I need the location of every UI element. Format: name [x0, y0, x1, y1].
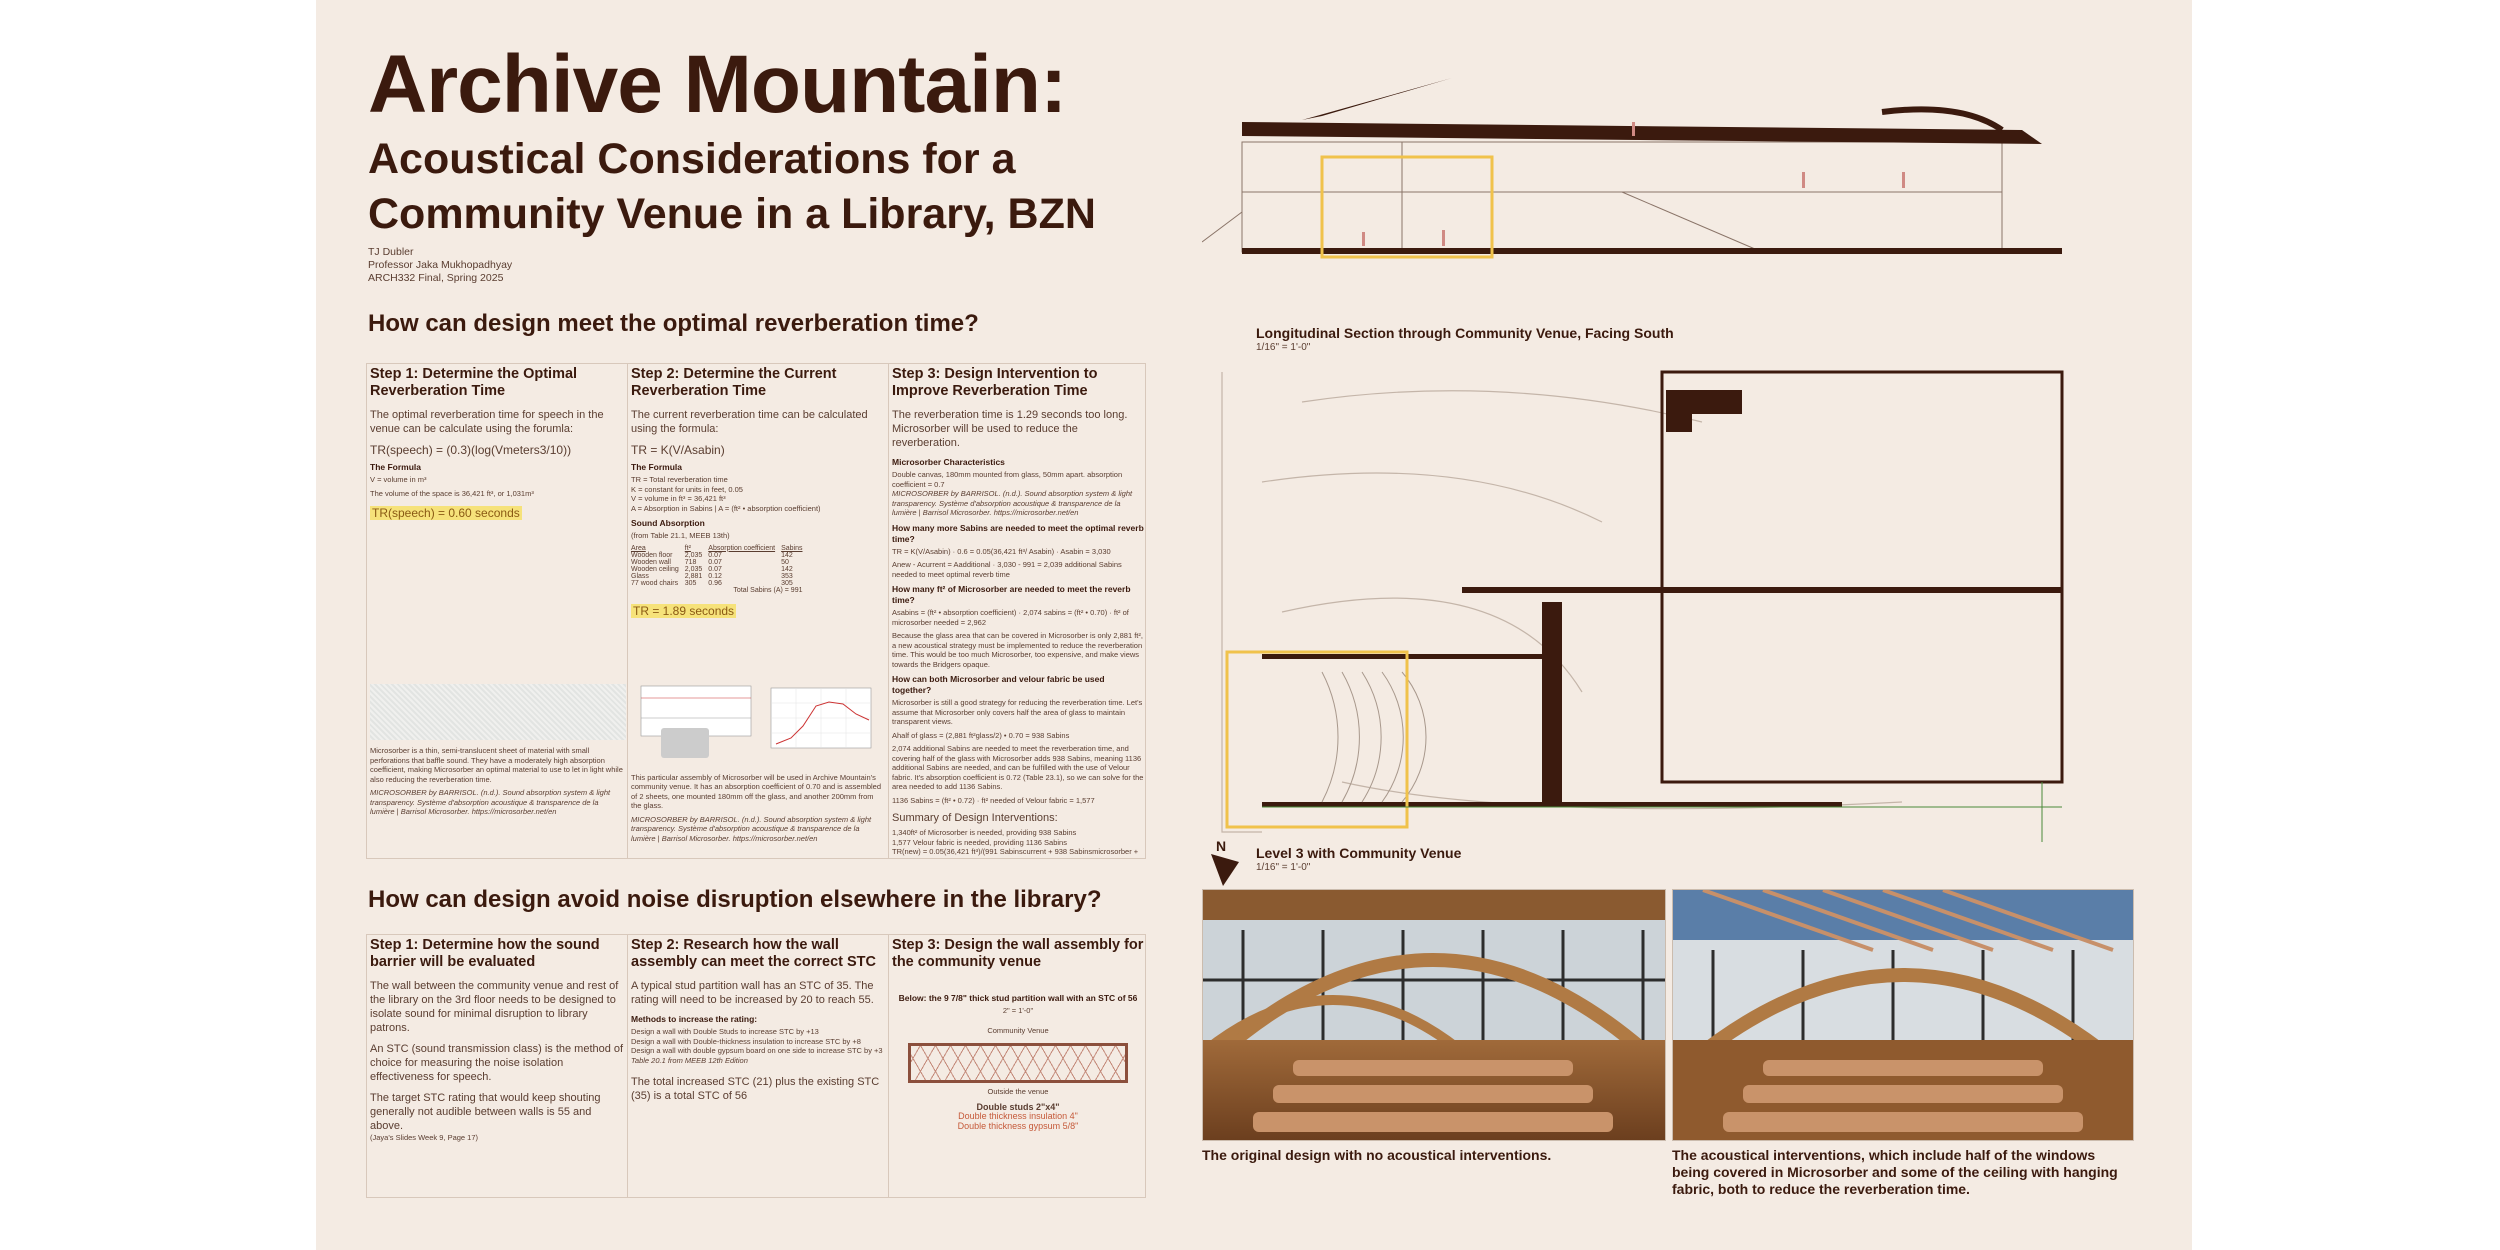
plan-scale: 1/16" = 1'-0" [1256, 862, 1311, 873]
s1-q2-a: Asabins = (ft² • absorption coefficient) · 2,074 sabins = (ft² • 0.70) · ft² of microsorber needed = 2,962 [892, 608, 1129, 627]
table-total: Total Sabins (A) = 991 [733, 586, 803, 594]
s1-note: V = volume in m³ [370, 475, 427, 484]
north-label: N [1216, 838, 1227, 854]
s1-note: The volume of the space is 36,421 ft³, or 1,031m³ [370, 488, 534, 498]
render-original-caption: The original design with no acoustical interventions. [1202, 1147, 1552, 1163]
wall-item: Double studs 2"x4" [976, 1101, 1060, 1112]
absorption-table: Area ft² Absorption coefficient Sabins Wooden floor 2,035 0.07 142 Wooden wall 718 0.07 50 Wooden ceiling 2,035 0.07 142 Glass 2,881 0.12 353 77 wood chairs 305 0.96 305 Total Sabins (A) = 991 [631, 545, 809, 594]
professor: Professor Jaka Mukhopadhyay [368, 259, 513, 271]
s1-step1 [367, 364, 628, 858]
s1-step3-heading: Step 3: Design Intervention to Improve Reverberation Time [892, 366, 1098, 399]
poster-title: Archive Mountain: [368, 39, 1067, 130]
wall-assembly-drawing [908, 1043, 1128, 1083]
s2-step3 [889, 935, 1147, 1197]
s1-step2-result: TR = 1.89 seconds [633, 603, 735, 618]
longitudinal-section-drawing [1202, 52, 2142, 312]
summary-item: 1,340ft² of Microsorber is needed, providing 938 Sabins [892, 828, 1077, 837]
s1-step2-caption: This particular assembly of Microsorber will be used in Archive Mountain's community venue. It has an absorption coefficient of 0.70 and is assembled of 2 sheets, one mounted 180mm off the glass, and another 200mm from the glass. [631, 772, 882, 810]
s1-note: TR = Total reverberation time [631, 475, 728, 484]
table-row: 77 wood chairs 305 0.96 305 [631, 579, 793, 587]
method-item: Design a wall with Double Studs to increase STC by +13 [631, 1027, 819, 1036]
wall-inside: Community Venue [987, 1025, 1049, 1035]
s2-step1-p1: The wall between the community venue and rest of the library on the 3rd floor needs to be designed to isolate sound for minimal disruption to library patrons. [370, 980, 619, 1034]
summary-item: TR(new) = 0.05(36,421 ft³)/(991 Sabinscurrent + 938 Sabinsmicrosorber + [892, 847, 1139, 856]
char-cite: MICROSORBER by BARRISOL. (n.d.). Sound absorption system & light transparency. Système d'absorption acoustique & transparence de la lumière | Barrisol Microsorber. https://microsorber.net/en [892, 489, 1133, 517]
s1-q3: How can both Microsorber and velour fabric be used together? [892, 674, 1105, 695]
s1-q2: How many ft² of Microsorber are needed to meet the reverb time? [892, 584, 1131, 605]
s1-q3-a: Microsorber is still a good strategy for reducing the reverberation time. Let's assume that Microsorber only covers half the area of glass to maintain transparent views. [892, 698, 1143, 726]
render-original [1202, 889, 1666, 1141]
method-cite: Table 20.1 from MEEB 12th Edition [631, 1055, 748, 1065]
table-row: Glass 2,881 0.12 353 [631, 572, 793, 580]
summary-label: Summary of Design Interventions: [892, 812, 1058, 824]
north-arrow-icon [1209, 852, 1241, 888]
s1-q2-b: Because the glass area that can be covered in Microsorber is only 2,881 ft², a new acoustical strategy must be implemented to reduce the reverberation time. This would be too much Microsorber, too expensive, and make views towards the Bridgers opaque. [892, 631, 1143, 669]
s1-note: K = constant for units in feet, 0.05 [631, 484, 743, 494]
render-intervention-caption: The acoustical interventions, which include half of the windows being covered in Microsorber and some of the ceiling with hanging fabric, both to reduce the reverberation time. [1672, 1147, 2118, 1197]
section2-panel [366, 934, 1146, 1198]
s2-step2-p1: A typical stud partition wall has an STC of 35. The rating will need to be increased by 20 to reach 55. [631, 980, 874, 1006]
s1-q1-a: TR = K(V/Asabin) · 0.6 = 0.05(36,421 ft³/ Asabin) · Asabin = 3,030 [892, 546, 1111, 556]
table-row: Wooden ceiling 2,035 0.07 142 [631, 565, 793, 573]
wall-item: Double thickness insulation 4" [958, 1111, 1078, 1121]
methods-label: Methods to increase the rating: [631, 1014, 758, 1024]
s2-step1-heading: Step 1: Determine how the sound barrier will be evaluated [370, 937, 600, 970]
absorption-source: (from Table 21.1, MEEB 13th) [631, 531, 730, 540]
s1-step3-intro: The reverberation time is 1.29 seconds too long. Microsorber will be used to reduce the reverberation. [892, 409, 1128, 449]
s1-step2-citation: MICROSORBER by BARRISOL. (n.d.). Sound absorption system & light transparency. Système d'absorption acoustique & transparence de la lumière | Barrisol Microsorber. https://microsorber.net/en [631, 814, 872, 843]
wall-outside: Outside the venue [987, 1087, 1049, 1096]
microsorber-mesh-image [370, 684, 626, 740]
wall-label: Below: the 9 7/8" thick stud partition wall with an STC of 56 [898, 993, 1138, 1003]
plan-title: Level 3 with Community Venue [1256, 845, 1462, 861]
s2-step1 [367, 935, 628, 1197]
s2-step3-heading: Step 3: Design the wall assembly for the community venue [892, 937, 1144, 970]
section2-question: How can design avoid noise disruption elsewhere in the library? [368, 886, 1102, 913]
s1-step2-intro: The current reverberation time can be calculated using the formula: [631, 409, 868, 435]
s2-step2 [628, 935, 889, 1197]
char-text: Double canvas, 180mm mounted from glass, 50mm apart. absorption coefficient = 0.7 [892, 470, 1123, 489]
s1-note: A = Absorption in Sabins | A = (ft² • absorption coefficient) [631, 503, 821, 513]
course: ARCH332 Final, Spring 2025 [368, 272, 504, 284]
microsorber-diagram [631, 678, 881, 768]
author: TJ Dubler [368, 246, 414, 258]
s1-step1-formula-label: The Formula [370, 462, 422, 472]
s1-step2 [628, 364, 889, 858]
s1-step1-formula: TR(speech) = (0.3)(log(Vmeters3/10)) [370, 443, 572, 457]
level3-plan-drawing [1202, 362, 2102, 842]
method-item: Design a wall with Double-thickness insulation to increase STC by +8 [631, 1036, 861, 1046]
s2-step2-p2: The total increased STC (21) plus the existing STC (35) is a total STC of 56 [631, 1076, 880, 1102]
s1-step1-heading: Step 1: Determine the Optimal Reverberation Time [370, 366, 578, 399]
table-row: Wooden wall 718 0.07 50 [631, 558, 789, 566]
wall-item: Double thickness gypsum 5/8" [957, 1120, 1079, 1131]
s1-citation: MICROSORBER by BARRISOL. (n.d.). Sound absorption system & light transparency. Système d'absorption acoustique & transparence de la lumière | Barrisol Microsorber. https://microsorber.net/en [370, 788, 611, 816]
char-label: Microsorber Characteristics [892, 457, 1005, 467]
credits [368, 246, 512, 285]
s1-q1: How many more Sabins are needed to meet the optimal reverb time? [892, 522, 1144, 544]
summary-item: 1,577 Velour fabric is needed, providing 1136 Sabins [892, 837, 1067, 847]
s1-step2-heading: Step 2: Determine the Current Reverberation Time [631, 366, 837, 399]
s1-mesh-caption: Microsorber is a thin, semi-translucent sheet of material with small perforations that baffle sound. They have a moderately high absorption coefficient, making Microsorber an optimal material to use to let in light while also reducing the reverberation time. [370, 746, 623, 784]
s1-q3-d: 1136 Sabins = (ft² • 0.72) · ft² needed of Velour fabric = 1,577 [892, 795, 1095, 805]
s1-step2-formula-label: The Formula [631, 462, 683, 472]
s1-q1-b: Anew - Acurrent = Aadditional · 3,030 - 991 = 2,039 additional Sabins needed to meet optimal reverb time [892, 560, 1122, 579]
s2-step1-p2: An STC (sound transmission class) is the method of choice for measuring the noise isolation effectiveness for speech. [370, 1043, 624, 1083]
poster-subtitle: Acoustical Considerations for a Community Venue in a Library, BZN [368, 135, 1096, 238]
s1-note: V = volume in ft³ = 36,421 ft³ [631, 494, 726, 503]
poster [316, 0, 2192, 1250]
s1-step2-formula: TR = K(V/Asabin) [631, 443, 725, 457]
section-drawing-title: Longitudinal Section through Community Venue, Facing South [1256, 325, 1674, 341]
s2-step1-cite: (Jaya's Slides Week 9, Page 17) [370, 1133, 479, 1142]
s1-step1-result: TR(speech) = 0.60 seconds [372, 506, 520, 520]
wall-scale: 2" = 1'-0" [1002, 1006, 1034, 1015]
method-item: Design a wall with double gypsum board on one side to increase STC by +3 [631, 1046, 883, 1055]
absorption-label: Sound Absorption [631, 518, 705, 528]
section-drawing-scale: 1/16" = 1'-0" [1256, 342, 1311, 353]
s1-q3-c: 2,074 additional Sabins are needed to meet the reverberation time, and covering half of the glass with Microsorber adds 938 Sabins, meaning 1136 additional Sabins are needed, and can be fulfilled with the use of Velour fabric. It's absorption coefficient is 0.72 (Table 23.1), so we can solve for the area needed to add 1136 Sabins. [892, 744, 1144, 791]
s1-step3 [889, 364, 1147, 858]
section1-panel [366, 363, 1146, 859]
table-row: Wooden floor 2,035 0.07 142 [631, 551, 793, 559]
s2-step1-p3: The target STC rating that would keep shouting generally not audible between walls is 55 and above. [370, 1092, 601, 1132]
s2-step2-heading: Step 2: Research how the wall assembly can meet the correct STC [631, 937, 876, 970]
render-intervention [1672, 889, 2134, 1141]
section1-question: How can design meet the optimal reverberation time? [368, 310, 979, 337]
s1-step1-intro: The optimal reverberation time for speech in the venue can be calculate using the forumla: [370, 409, 604, 435]
s1-q3-b: Ahalf of glass = (2,881 ft²glass/2) • 0.70 = 938 Sabins [892, 730, 1070, 740]
